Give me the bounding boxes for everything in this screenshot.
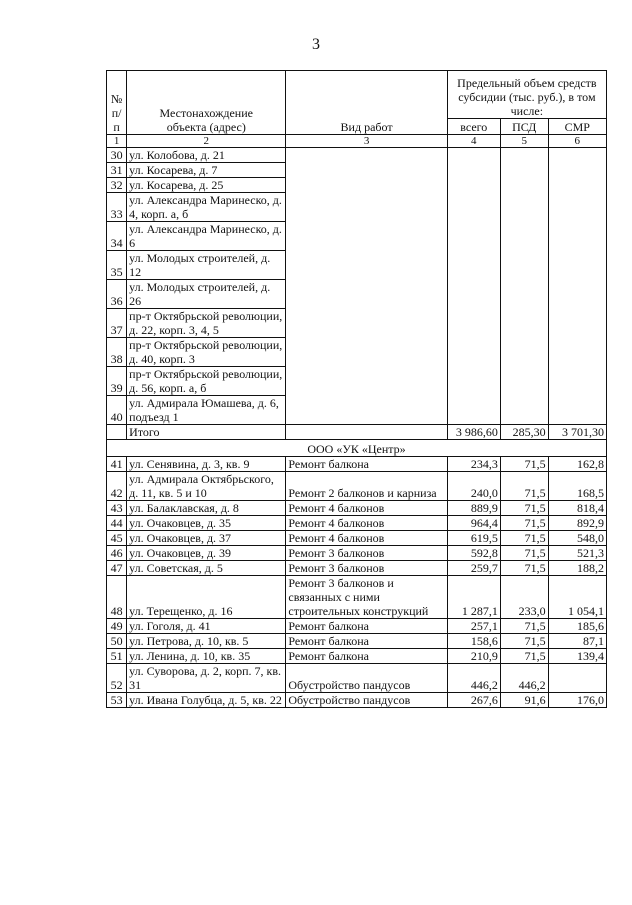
- row-number: 38: [107, 338, 127, 367]
- row-address: ул. Косарева, д. 7: [127, 163, 286, 178]
- row-smr: 87,1: [548, 634, 606, 649]
- column-index: 4: [447, 135, 500, 148]
- page-number: 3: [312, 36, 320, 53]
- row-number: 47: [107, 561, 127, 576]
- row-smr: 818,4: [548, 501, 606, 516]
- row-number: 50: [107, 634, 127, 649]
- row-address: ул. Александра Маринеско, д. 6: [127, 222, 286, 251]
- row-number: 41: [107, 457, 127, 472]
- row-work-type: Ремонт 2 балконов и карниза: [286, 472, 447, 501]
- row-number: 48: [107, 576, 127, 619]
- row-address: ул. Косарева, д. 25: [127, 178, 286, 193]
- column-index: 2: [127, 135, 286, 148]
- row-smr: 168,5: [548, 472, 606, 501]
- row-address: ул. Колобова, д. 21: [127, 148, 286, 163]
- row-psd: 71,5: [500, 649, 548, 664]
- column-index: 5: [500, 135, 548, 148]
- header-location: Местонахождение объекта (адрес): [127, 71, 286, 135]
- row-work-type: Ремонт 3 балконов и связанных с ними строительных конструкций: [286, 576, 447, 619]
- header-num: № п/п: [107, 71, 127, 135]
- row-psd: 71,5: [500, 619, 548, 634]
- row-number: 52: [107, 664, 127, 693]
- row-total: 259,7: [447, 561, 500, 576]
- row-address: ул. Очаковцев, д. 35: [127, 516, 286, 531]
- row-address: ул. Петрова, д. 10, кв. 5: [127, 634, 286, 649]
- row-total: 1 287,1: [447, 576, 500, 619]
- row-total: 257,1: [447, 619, 500, 634]
- row-number: 33: [107, 193, 127, 222]
- header-total: всего: [447, 119, 500, 135]
- row-address: пр-т Октябрьской революции, д. 40, корп. 3: [127, 338, 286, 367]
- row-psd: 71,5: [500, 546, 548, 561]
- row-work-type: Ремонт 4 балконов: [286, 501, 447, 516]
- column-index: 6: [548, 135, 606, 148]
- row-smr: 548,0: [548, 531, 606, 546]
- row-address: ул. Адмирала Октябрьского, д. 11, кв. 5 и 10: [127, 472, 286, 501]
- table-row: [107, 531, 607, 546]
- table-row: [107, 634, 607, 649]
- column-index-row: [107, 135, 607, 148]
- row-address: ул. Гоголя, д. 41: [127, 619, 286, 634]
- row-smr: 185,6: [548, 619, 606, 634]
- row-address: ул. Александра Маринеско, д. 4, корп. а, б: [127, 193, 286, 222]
- row-number: 43: [107, 501, 127, 516]
- row-number: 37: [107, 309, 127, 338]
- row-smr: 139,4: [548, 649, 606, 664]
- table-row: [107, 649, 607, 664]
- row-number: 39: [107, 367, 127, 396]
- header-psd: ПСД: [500, 119, 548, 135]
- row-address: ул. Очаковцев, д. 39: [127, 546, 286, 561]
- row-total: 158,6: [447, 634, 500, 649]
- row-address: ул. Ленина, д. 10, кв. 35: [127, 649, 286, 664]
- table-row: [107, 148, 607, 163]
- row-total: 267,6: [447, 693, 500, 708]
- row-empty-psd: [500, 148, 548, 425]
- total-row: [107, 425, 607, 440]
- row-address: ул. Очаковцев, д. 37: [127, 531, 286, 546]
- row-psd: 446,2: [500, 664, 548, 693]
- column-index: 1: [107, 135, 127, 148]
- header-work-type: Вид работ: [286, 71, 447, 135]
- row-number: 44: [107, 516, 127, 531]
- row-work-type: Обустройство пандусов: [286, 664, 447, 693]
- total-smr: 3 701,30: [548, 425, 606, 440]
- row-address: ул. Советская, д. 5: [127, 561, 286, 576]
- table-body: [107, 148, 607, 708]
- row-number: 36: [107, 280, 127, 309]
- row-number: 31: [107, 163, 127, 178]
- row-total: 446,2: [447, 664, 500, 693]
- table-row: [107, 664, 607, 693]
- row-address: пр-т Октябрьской революции, д. 22, корп. 3, 4, 5: [127, 309, 286, 338]
- row-total: 210,9: [447, 649, 500, 664]
- row-total: 889,9: [447, 501, 500, 516]
- row-work-type: Ремонт балкона: [286, 619, 447, 634]
- total-work: [286, 425, 447, 440]
- row-address: ул. Молодых строителей, д. 26: [127, 280, 286, 309]
- row-smr: 892,9: [548, 516, 606, 531]
- row-number: 35: [107, 251, 127, 280]
- row-psd: 91,6: [500, 693, 548, 708]
- row-psd: 71,5: [500, 457, 548, 472]
- row-total: 592,8: [447, 546, 500, 561]
- row-work-type: Ремонт балкона: [286, 634, 447, 649]
- row-address: ул. Молодых строителей, д. 12: [127, 251, 286, 280]
- row-psd: 233,0: [500, 576, 548, 619]
- row-number: 42: [107, 472, 127, 501]
- row-number: 53: [107, 693, 127, 708]
- total-num: [107, 425, 127, 440]
- row-smr: 176,0: [548, 693, 606, 708]
- table-row: [107, 501, 607, 516]
- row-smr: 162,8: [548, 457, 606, 472]
- row-number: 45: [107, 531, 127, 546]
- row-number: 30: [107, 148, 127, 163]
- row-number: 34: [107, 222, 127, 251]
- row-work-type: Ремонт балкона: [286, 649, 447, 664]
- row-address: ул. Терещенко, д. 16: [127, 576, 286, 619]
- table-row: [107, 516, 607, 531]
- row-work-type: Ремонт 3 балконов: [286, 561, 447, 576]
- row-psd: 71,5: [500, 531, 548, 546]
- row-empty-work: [286, 148, 447, 425]
- total-psd: 285,30: [500, 425, 548, 440]
- table-row: [107, 561, 607, 576]
- row-number: 46: [107, 546, 127, 561]
- row-psd: 71,5: [500, 561, 548, 576]
- row-address: ул. Ивана Голубца, д. 5, кв. 22: [127, 693, 286, 708]
- header-subsidy: Предельный объем средств субсидии (тыс. руб.), в том числе:: [447, 71, 606, 119]
- row-work-type: Ремонт 4 балконов: [286, 531, 447, 546]
- row-psd: 71,5: [500, 634, 548, 649]
- table-header: [107, 71, 607, 148]
- row-psd: 71,5: [500, 501, 548, 516]
- column-index: 3: [286, 135, 447, 148]
- row-total: 234,3: [447, 457, 500, 472]
- row-empty-smr: [548, 148, 606, 425]
- table-row: [107, 693, 607, 708]
- table-row: [107, 472, 607, 501]
- section-title: ООО «УК «Центр»: [107, 440, 607, 457]
- row-smr: [548, 664, 606, 693]
- row-work-type: Ремонт балкона: [286, 457, 447, 472]
- section-row: [107, 440, 607, 457]
- row-psd: 71,5: [500, 472, 548, 501]
- table-row: [107, 546, 607, 561]
- row-total: 240,0: [447, 472, 500, 501]
- row-smr: 521,3: [548, 546, 606, 561]
- row-number: 51: [107, 649, 127, 664]
- row-total: 619,5: [447, 531, 500, 546]
- row-number: 32: [107, 178, 127, 193]
- row-work-type: Ремонт 3 балконов: [286, 546, 447, 561]
- row-empty-total: [447, 148, 500, 425]
- row-address: ул. Адмирала Юмашева, д. 6, подъезд 1: [127, 396, 286, 425]
- total-all: 3 986,60: [447, 425, 500, 440]
- row-address: пр-т Октябрьской революции, д. 56, корп. а, б: [127, 367, 286, 396]
- row-number: 40: [107, 396, 127, 425]
- row-address: ул. Суворова, д. 2, корп. 7, кв. 31: [127, 664, 286, 693]
- table-row: [107, 457, 607, 472]
- row-total: 964,4: [447, 516, 500, 531]
- subsidy-table: [106, 70, 607, 708]
- row-number: 49: [107, 619, 127, 634]
- row-address: ул. Сенявина, д. 3, кв. 9: [127, 457, 286, 472]
- row-psd: 71,5: [500, 516, 548, 531]
- row-work-type: Обустройство пандусов: [286, 693, 447, 708]
- table-row: [107, 619, 607, 634]
- row-address: ул. Балаклавская, д. 8: [127, 501, 286, 516]
- table-row: [107, 576, 607, 619]
- header-smr: СМР: [548, 119, 606, 135]
- row-smr: 1 054,1: [548, 576, 606, 619]
- total-label: Итого: [127, 425, 286, 440]
- row-work-type: Ремонт 4 балконов: [286, 516, 447, 531]
- row-smr: 188,2: [548, 561, 606, 576]
